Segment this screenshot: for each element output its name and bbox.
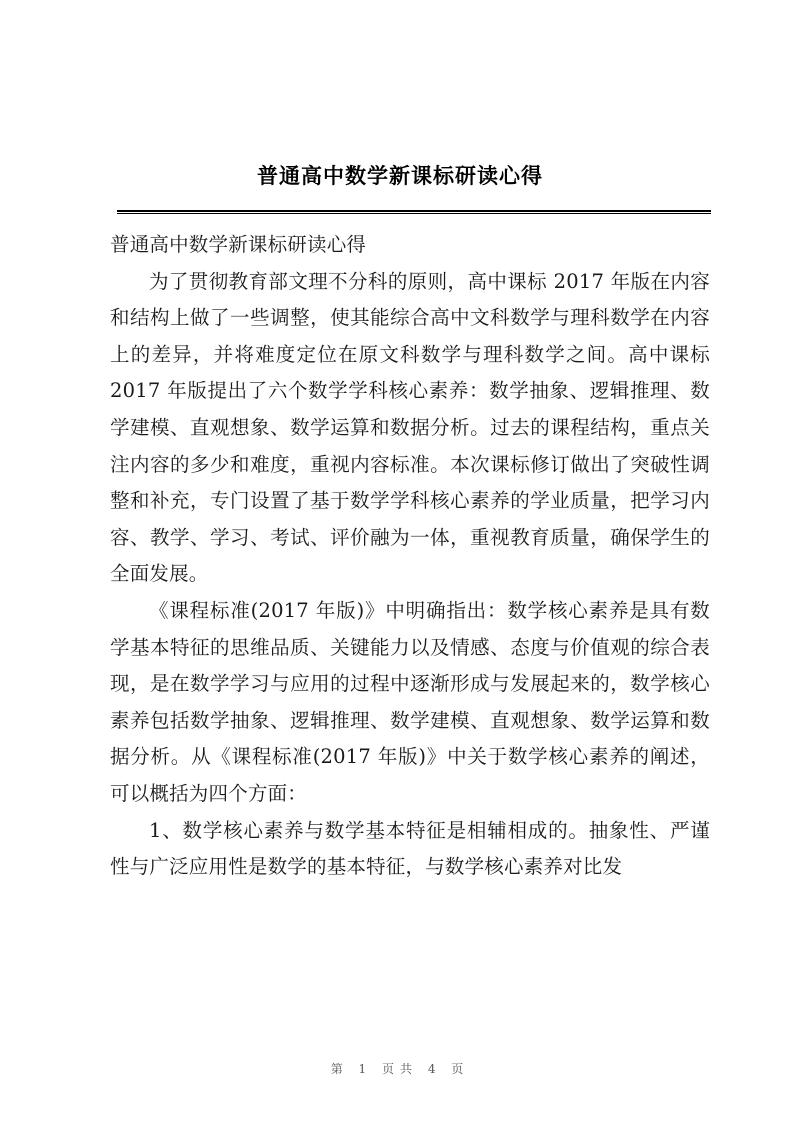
page-footer: 第 1 页共 4 页 — [330, 1062, 470, 1076]
paragraph: 为了贯彻教育部文理不分科的原则，高中课标 2017 年版在内容和结构上做了一些调整，使其能综合高中文科数学与理科数学在内容上的差异，并将难度定位在原文科数学与理科数学之间。高中课标 2017 年版提出了六个数学学科核心素养：数学抽象、逻辑推理、数学建模、直观想象、数学运算和数据分析。过去的课程结构，重点关注内容的多少和难度，重视内容标准。本次课标修订做出了突破性调整和补充，专门设置了基于数学学科核心素养的学业质量，把学习内容、教学、学习、考试、评价融为一体，重视教育质量，确保学生的全面发展。 — [110, 269, 710, 586]
document-body — [110, 227, 710, 886]
title-rule — [117, 210, 711, 214]
paragraph: 1、数学核心素养与数学基本特征是相辅相成的。抽象性、严谨性与广泛应用性是数学的基本特征，与数学核心素养对比发 — [110, 818, 710, 879]
paragraph: 《课程标准(2017 年版)》中明确指出：数学核心素养是具有数学基本特征的思维品质、关键能力以及情感、态度与价值观的综合表现，是在数学学习与应用的过程中逐渐形成与发展起来的，数学核心素养包括数学抽象、逻辑推理、数学建模、直观想象、数学运算和数据分析。从《课程标准(2017 年版)》中关于数学核心素养的阐述，可以概括为四个方面： — [110, 598, 710, 805]
page-title: 普通高中数学新课标研读心得 — [257, 163, 543, 188]
paragraph-heading: 普通高中数学新课标研读心得 — [110, 233, 367, 256]
